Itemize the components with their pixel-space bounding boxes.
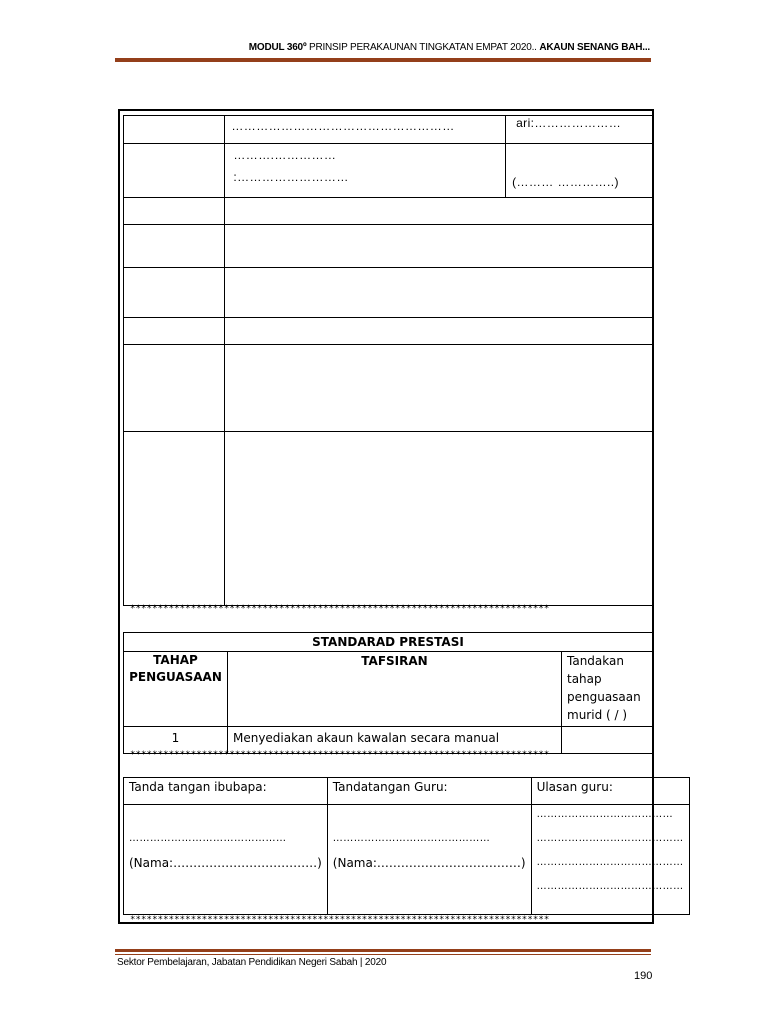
col-desc-header: TAFSIRAN [227, 652, 561, 727]
class-field[interactable] [225, 144, 506, 198]
teacher-sign-field[interactable] [327, 805, 531, 915]
signature-table [123, 777, 690, 915]
label-cell [124, 268, 225, 318]
separator-line: **************************************************************************** [130, 750, 550, 760]
review-line-4: …………………………………… [536, 881, 684, 892]
header-title: PRINSIP PERAKAUNAN TINGKATAN EMPAT 2020.. [306, 42, 540, 53]
school-dots: :……………………… [233, 170, 349, 184]
date-dots: ari:………………… [516, 116, 622, 130]
review-field[interactable] [531, 805, 689, 915]
header-rule [115, 58, 651, 62]
class-dots: ……….…………… [233, 148, 337, 162]
label-cell [124, 345, 225, 432]
header-degree: º [302, 42, 307, 53]
name-field[interactable] [225, 116, 506, 144]
parent-label: Tanda tangan ibubapa: [124, 778, 328, 805]
teacher-sign-line: ……………………………………… [332, 833, 491, 844]
date-field[interactable] [506, 116, 653, 144]
teacher-label: Tandatangan Guru: [327, 778, 531, 805]
review-line-2: …………………………………… [536, 833, 684, 844]
label-cell [124, 116, 225, 144]
parent-sign-line: ……………………………………… [129, 833, 287, 844]
parent-name: (Nama:………………………………) [129, 856, 322, 870]
review-label: Ulasan guru: [531, 778, 689, 805]
label-cell [124, 432, 225, 606]
parent-sign-field[interactable] [124, 805, 328, 915]
running-header [249, 42, 650, 53]
paren-dots: (……… …………..) [512, 175, 619, 189]
header-subtitle: AKAUN SENANG BAH... [539, 42, 650, 53]
level-value: 1 [124, 727, 228, 754]
review-line-3: …………………………………… [536, 857, 684, 868]
answer-field[interactable] [225, 432, 653, 606]
info-table [123, 115, 653, 606]
paren-field[interactable] [506, 144, 653, 198]
review-line-1: ………………………………… [536, 809, 674, 820]
label-cell [124, 225, 225, 268]
answer-field[interactable] [225, 345, 653, 432]
answer-field[interactable] [225, 268, 653, 318]
footer-rule-thin [115, 954, 651, 955]
teacher-name: (Nama:………………………………) [332, 856, 526, 870]
level-description: Menyediakan akaun kawalan secara manual [227, 727, 561, 754]
answer-field[interactable] [225, 318, 653, 345]
answer-field[interactable] [225, 225, 653, 268]
footer-text: Sektor Pembelajaran, Jabatan Pendidikan Negeri Sabah | 2020 [117, 957, 387, 968]
label-cell [124, 318, 225, 345]
standard-table [123, 632, 653, 754]
col-level-header: TAHAP PENGUASAAN [124, 652, 228, 727]
name-dots: ……………………………………………… [231, 119, 455, 133]
header-module: MODUL 360 [248, 42, 303, 53]
separator-line: **************************************************************************** [130, 915, 550, 925]
label-cell [124, 198, 225, 225]
standard-title: STANDARAD PRESTASI [124, 633, 653, 652]
col-mark-header: Tandakan tahap penguasaan murid ( / ) [562, 652, 653, 727]
page-number: 190 [634, 970, 653, 982]
footer-rule [115, 949, 651, 952]
answer-field[interactable] [225, 198, 653, 225]
label-cell [124, 144, 225, 198]
separator-line: **************************************************************************** [130, 604, 550, 614]
